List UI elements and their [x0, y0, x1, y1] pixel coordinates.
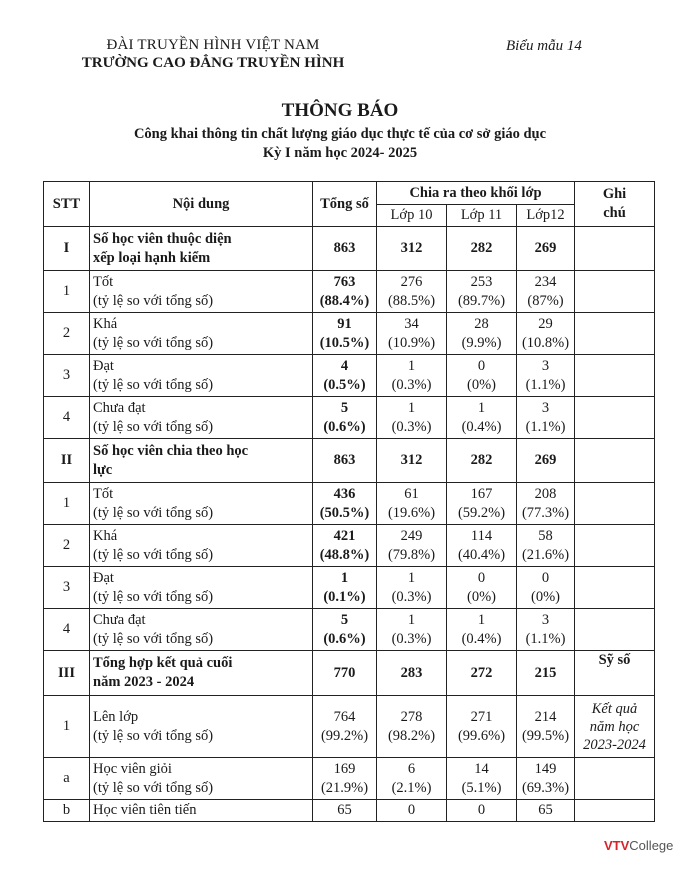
cell-grade12-line2: (0%) [531, 588, 560, 605]
cell-grade10-line2: (0.3%) [391, 418, 432, 435]
cell-total-line2: (88.4%) [319, 292, 370, 309]
cell-grade12 [517, 355, 575, 397]
cell-grade11-line1: 28 [474, 315, 489, 332]
cell-total-line1: 763 [333, 273, 356, 290]
cell-note [575, 397, 655, 439]
cell-total-line1: 770 [333, 664, 356, 681]
cell-content-line1: Học viên tiên tiến [93, 802, 197, 818]
cell-stt: b [44, 800, 90, 822]
cell-grade10-line1: 1 [407, 569, 416, 586]
cell-grade10-line2: (79.8%) [387, 546, 436, 563]
cell-content-line1: Đạt [93, 569, 114, 586]
cell-total [313, 696, 377, 758]
cell-note-note3: 2023-2024 [583, 736, 646, 753]
cell-note [575, 313, 655, 355]
cell-grade11 [447, 696, 517, 758]
cell-total [313, 758, 377, 800]
cell-grade10-line1: 276 [400, 273, 423, 290]
cell-content-line2: (tỷ lệ so với tổng số) [93, 292, 214, 309]
table-row [44, 567, 655, 609]
cell-total [313, 651, 377, 696]
cell-grade12-line2: (77.3%) [521, 504, 570, 521]
cell-grade10-line1: 312 [400, 452, 423, 468]
cell-grade11 [447, 227, 517, 271]
cell-note [575, 609, 655, 651]
cell-grade12 [517, 227, 575, 271]
org-name-line1: ĐÀI TRUYỀN HÌNH VIỆT NAM [106, 37, 320, 53]
cell-total-line1: 863 [333, 452, 356, 468]
cell-grade12-line2: (87%) [527, 292, 564, 309]
cell-content-line1: Tốt [93, 273, 114, 290]
cell-total [313, 567, 377, 609]
cell-grade12-line1: 214 [534, 708, 557, 725]
cell-stt: 3 [44, 355, 90, 397]
cell-grade11-line1: 0 [477, 802, 486, 818]
cell-grade11 [447, 651, 517, 696]
cell-grade10-line2: (0.3%) [391, 588, 432, 605]
cell-grade10-line1: 0 [407, 802, 416, 818]
cell-grade10-line2: (98.2%) [387, 727, 436, 744]
cell-total-line1: 5 [340, 399, 349, 416]
cell-grade10-line2: (0.3%) [391, 376, 432, 393]
cell-grade10-line1: 61 [404, 485, 419, 502]
cell-grade10 [377, 609, 447, 651]
cell-note-note1: Sỹ số [598, 652, 631, 668]
cell-grade12-line1: 58 [538, 527, 553, 544]
cell-total-line2: (48.8%) [319, 546, 370, 563]
cell-grade12-line1: 3 [541, 399, 550, 416]
cell-grade11-line2: (40.4%) [457, 546, 506, 563]
cell-content [90, 483, 313, 525]
cell-content-line2: lực [93, 461, 113, 478]
cell-content-line1: Chưa đạt [93, 399, 146, 416]
cell-grade10 [377, 525, 447, 567]
cell-stt: 2 [44, 525, 90, 567]
cell-stt: I [44, 227, 90, 271]
cell-note-note2: năm học [589, 718, 640, 735]
cell-note [575, 758, 655, 800]
cell-grade10 [377, 651, 447, 696]
cell-grade10-line2: (19.6%) [387, 504, 436, 521]
cell-grade11-line1: 0 [477, 357, 486, 374]
cell-note [575, 696, 655, 758]
document-title: THÔNG BÁO [281, 100, 399, 121]
table-row [44, 525, 655, 567]
logo-text-college: College [629, 838, 674, 853]
header-content: Nội dung [90, 182, 313, 227]
cell-note [575, 483, 655, 525]
cell-grade10-line2: (10.9%) [387, 334, 436, 351]
cell-note [575, 355, 655, 397]
cell-content [90, 609, 313, 651]
table-row [44, 355, 655, 397]
logo-text-vtv: VTV [604, 838, 630, 853]
cell-grade12 [517, 439, 575, 483]
cell-grade12-line1: 65 [538, 802, 553, 818]
table-row [44, 696, 655, 758]
cell-stt: II [44, 439, 90, 483]
cell-grade10-line2: (0.3%) [391, 630, 432, 647]
cell-total-line2: (99.2%) [320, 727, 369, 744]
cell-content [90, 271, 313, 313]
cell-content-line1: Tổng hợp kết quả cuối [93, 655, 233, 671]
cell-content [90, 313, 313, 355]
cell-grade11 [447, 313, 517, 355]
cell-grade10-line1: 283 [400, 664, 423, 681]
cell-total-line1: 1 [340, 569, 349, 586]
table-body [44, 227, 655, 822]
cell-grade11-line1: 114 [470, 527, 493, 544]
cell-total-line1: 4 [340, 357, 349, 374]
cell-grade11 [447, 567, 517, 609]
cell-content [90, 696, 313, 758]
header-note-line2: chú [603, 205, 626, 221]
cell-grade12-line1: 215 [534, 664, 557, 681]
cell-grade11 [447, 800, 517, 822]
cell-content [90, 227, 313, 271]
cell-grade11-line1: 282 [470, 452, 493, 468]
cell-grade10-line1: 1 [407, 357, 416, 374]
cell-content [90, 758, 313, 800]
cell-stt: a [44, 758, 90, 800]
table-row [44, 609, 655, 651]
cell-grade12 [517, 271, 575, 313]
cell-grade12-line2: (10.8%) [521, 334, 570, 351]
cell-grade11 [447, 609, 517, 651]
cell-total [313, 271, 377, 313]
cell-content-line1: Số học viên chia theo học [93, 442, 249, 459]
cell-grade11-line1: 0 [477, 569, 486, 586]
cell-total-line1: 764 [333, 708, 356, 725]
cell-grade11-line2: (0.4%) [461, 418, 502, 435]
cell-grade11-line1: 14 [474, 760, 489, 777]
cell-grade12 [517, 800, 575, 822]
cell-grade12-line1: 149 [534, 760, 557, 777]
cell-grade11-line1: 1 [477, 399, 486, 416]
cell-grade10 [377, 355, 447, 397]
cell-total-line2: (10.5%) [319, 334, 370, 351]
cell-content-line2: (tỷ lệ so với tổng số) [93, 727, 214, 744]
cell-grade10 [377, 483, 447, 525]
cell-total-line1: 169 [333, 760, 356, 777]
header-note-line1: Ghi [602, 186, 627, 202]
cell-content-line1: Lên lớp [93, 708, 139, 725]
cell-stt: III [44, 651, 90, 696]
cell-total [313, 397, 377, 439]
cell-grade10-line1: 312 [400, 240, 423, 256]
cell-grade11-line2: (0%) [467, 588, 496, 605]
cell-grade12-line2: (1.1%) [525, 376, 566, 393]
cell-total-line1: 5 [340, 611, 349, 628]
cell-total [313, 609, 377, 651]
cell-content-line2: (tỷ lệ so với tổng số) [93, 334, 214, 351]
cell-grade11 [447, 758, 517, 800]
cell-grade10-line2: (2.1%) [391, 779, 432, 796]
header-grade10: Lớp 10 [377, 205, 447, 227]
cell-grade10-line2: (88.5%) [387, 292, 436, 309]
cell-total-line1: 65 [337, 802, 352, 818]
cell-total-line1: 863 [333, 240, 356, 256]
cell-grade11 [447, 439, 517, 483]
table-row [44, 800, 655, 822]
cell-grade10-line1: 1 [407, 399, 416, 416]
table-row [44, 397, 655, 439]
cell-grade11-line2: (99.6%) [457, 727, 506, 744]
document-subtitle-line1: Công khai thông tin chất lượng giáo dục thực tế của cơ sở giáo dục [133, 126, 547, 142]
cell-grade10 [377, 227, 447, 271]
cell-content-line1: Học viên giỏi [93, 760, 172, 777]
cell-grade12 [517, 758, 575, 800]
cell-note [575, 439, 655, 483]
cell-grade11 [447, 525, 517, 567]
cell-stt: 3 [44, 567, 90, 609]
cell-content-line1: Tốt [93, 485, 114, 502]
cell-grade11-line2: (9.9%) [461, 334, 502, 351]
cell-grade11-line1: 167 [470, 485, 493, 502]
cell-grade12-line1: 3 [541, 357, 550, 374]
cell-note [575, 271, 655, 313]
org-name-line2: TRƯỜNG CAO ĐẲNG TRUYỀN HÌNH [81, 55, 345, 71]
cell-grade10-line1: 6 [407, 760, 416, 777]
cell-note-note1: Kết quả [591, 700, 638, 717]
cell-stt: 4 [44, 609, 90, 651]
cell-total [313, 439, 377, 483]
table-row [44, 651, 655, 696]
cell-total-line2: (50.5%) [319, 504, 370, 521]
cell-grade12-line1: 29 [538, 315, 553, 332]
cell-stt: 2 [44, 313, 90, 355]
cell-content [90, 525, 313, 567]
cell-grade12 [517, 696, 575, 758]
cell-grade12-line2: (69.3%) [521, 779, 570, 796]
cell-content-line2: (tỷ lệ so với tổng số) [93, 546, 214, 563]
cell-total-line1: 91 [337, 315, 352, 332]
cell-grade12-line1: 208 [534, 485, 557, 502]
cell-grade10 [377, 439, 447, 483]
table-row [44, 271, 655, 313]
cell-grade11-line1: 1 [477, 611, 486, 628]
cell-content [90, 567, 313, 609]
cell-grade12 [517, 397, 575, 439]
cell-content-line1: Số học viên thuộc diện [93, 230, 232, 247]
cell-grade11 [447, 271, 517, 313]
cell-grade10 [377, 397, 447, 439]
cell-grade11-line2: (89.7%) [457, 292, 506, 309]
cell-content-line2: năm 2023 - 2024 [93, 674, 195, 690]
cell-grade11 [447, 397, 517, 439]
cell-total-line2: (0.5%) [323, 376, 366, 393]
cell-grade11-line2: (0.4%) [461, 630, 502, 647]
cell-content-line2: (tỷ lệ so với tổng số) [93, 630, 214, 647]
cell-content [90, 397, 313, 439]
form-number: Biểu mẫu 14 [506, 38, 582, 54]
header-stt: STT [44, 182, 90, 227]
quality-statistics-table [43, 181, 655, 822]
cell-note [575, 567, 655, 609]
cell-grade12 [517, 313, 575, 355]
cell-grade11-line2: (5.1%) [461, 779, 502, 796]
header-total: Tổng số [313, 182, 377, 227]
cell-grade12-line1: 0 [541, 569, 550, 586]
header-note [575, 182, 655, 227]
cell-content-line2: (tỷ lệ so với tổng số) [93, 504, 214, 521]
cell-stt: 1 [44, 271, 90, 313]
cell-content-line2: (tỷ lệ so với tổng số) [93, 588, 214, 605]
cell-grade11 [447, 355, 517, 397]
cell-grade10 [377, 800, 447, 822]
cell-note [575, 227, 655, 271]
cell-grade10-line1: 278 [400, 708, 423, 725]
cell-grade12 [517, 525, 575, 567]
cell-content [90, 439, 313, 483]
cell-total-line2: (21.9%) [320, 779, 369, 796]
cell-total [313, 483, 377, 525]
cell-content-line2: (tỷ lệ so với tổng số) [93, 418, 214, 435]
cell-total-line1: 421 [333, 527, 356, 544]
cell-grade11-line1: 271 [470, 708, 493, 725]
cell-grade11 [447, 483, 517, 525]
vtv-college-logo [604, 838, 673, 853]
cell-grade12 [517, 651, 575, 696]
cell-total-line2: (0.1%) [323, 588, 366, 605]
cell-content-line1: Đạt [93, 357, 114, 374]
cell-grade12-line2: (99.5%) [521, 727, 570, 744]
cell-stt: 4 [44, 397, 90, 439]
cell-note [575, 651, 655, 696]
document-subtitle-line2: Kỳ I năm học 2024- 2025 [262, 145, 418, 161]
cell-grade10-line1: 1 [407, 611, 416, 628]
cell-grade10-line1: 34 [404, 315, 419, 332]
cell-grade12 [517, 609, 575, 651]
header-grade-group: Chia ra theo khối lớp [377, 182, 575, 205]
header-grade12: Lớp12 [517, 205, 575, 227]
cell-content [90, 800, 313, 822]
cell-grade12-line2: (1.1%) [525, 418, 566, 435]
cell-grade11-line1: 272 [470, 664, 493, 681]
cell-grade12-line1: 3 [541, 611, 550, 628]
cell-grade12-line1: 269 [534, 240, 557, 256]
table-row [44, 227, 655, 271]
cell-content-line2: (tỷ lệ so với tổng số) [93, 779, 214, 796]
cell-grade11-line1: 253 [470, 273, 493, 290]
table-row [44, 483, 655, 525]
cell-grade12-line1: 269 [534, 452, 557, 468]
table-row [44, 439, 655, 483]
cell-content-line1: Khá [93, 315, 118, 332]
cell-content-line2: xếp loại hạnh kiểm [93, 249, 211, 266]
cell-grade11-line2: (0%) [467, 376, 496, 393]
table-row [44, 758, 655, 800]
cell-grade12-line2: (21.6%) [521, 546, 570, 563]
organization-header [58, 36, 368, 72]
cell-content [90, 355, 313, 397]
cell-total [313, 313, 377, 355]
cell-grade12 [517, 567, 575, 609]
cell-grade10 [377, 567, 447, 609]
cell-grade10-line1: 249 [400, 527, 423, 544]
cell-stt: 1 [44, 483, 90, 525]
cell-content-line1: Khá [93, 527, 118, 544]
cell-note [575, 800, 655, 822]
cell-total-line1: 436 [333, 485, 356, 502]
cell-grade11-line2: (59.2%) [457, 504, 506, 521]
cell-grade11-line1: 282 [470, 240, 493, 256]
cell-total-line2: (0.6%) [323, 418, 366, 435]
cell-total [313, 525, 377, 567]
cell-note [575, 525, 655, 567]
cell-total [313, 800, 377, 822]
cell-stt: 1 [44, 696, 90, 758]
cell-content-line2: (tỷ lệ so với tổng số) [93, 376, 214, 393]
cell-grade10 [377, 758, 447, 800]
table-row [44, 313, 655, 355]
cell-grade10 [377, 696, 447, 758]
cell-total-line2: (0.6%) [323, 630, 366, 647]
cell-content [90, 651, 313, 696]
cell-total [313, 355, 377, 397]
cell-grade10 [377, 313, 447, 355]
cell-content-line1: Chưa đạt [93, 611, 146, 628]
cell-grade12 [517, 483, 575, 525]
header-grade11: Lớp 11 [447, 205, 517, 227]
cell-grade10 [377, 271, 447, 313]
cell-grade12-line1: 234 [534, 273, 557, 290]
cell-total [313, 227, 377, 271]
cell-grade12-line2: (1.1%) [525, 630, 566, 647]
